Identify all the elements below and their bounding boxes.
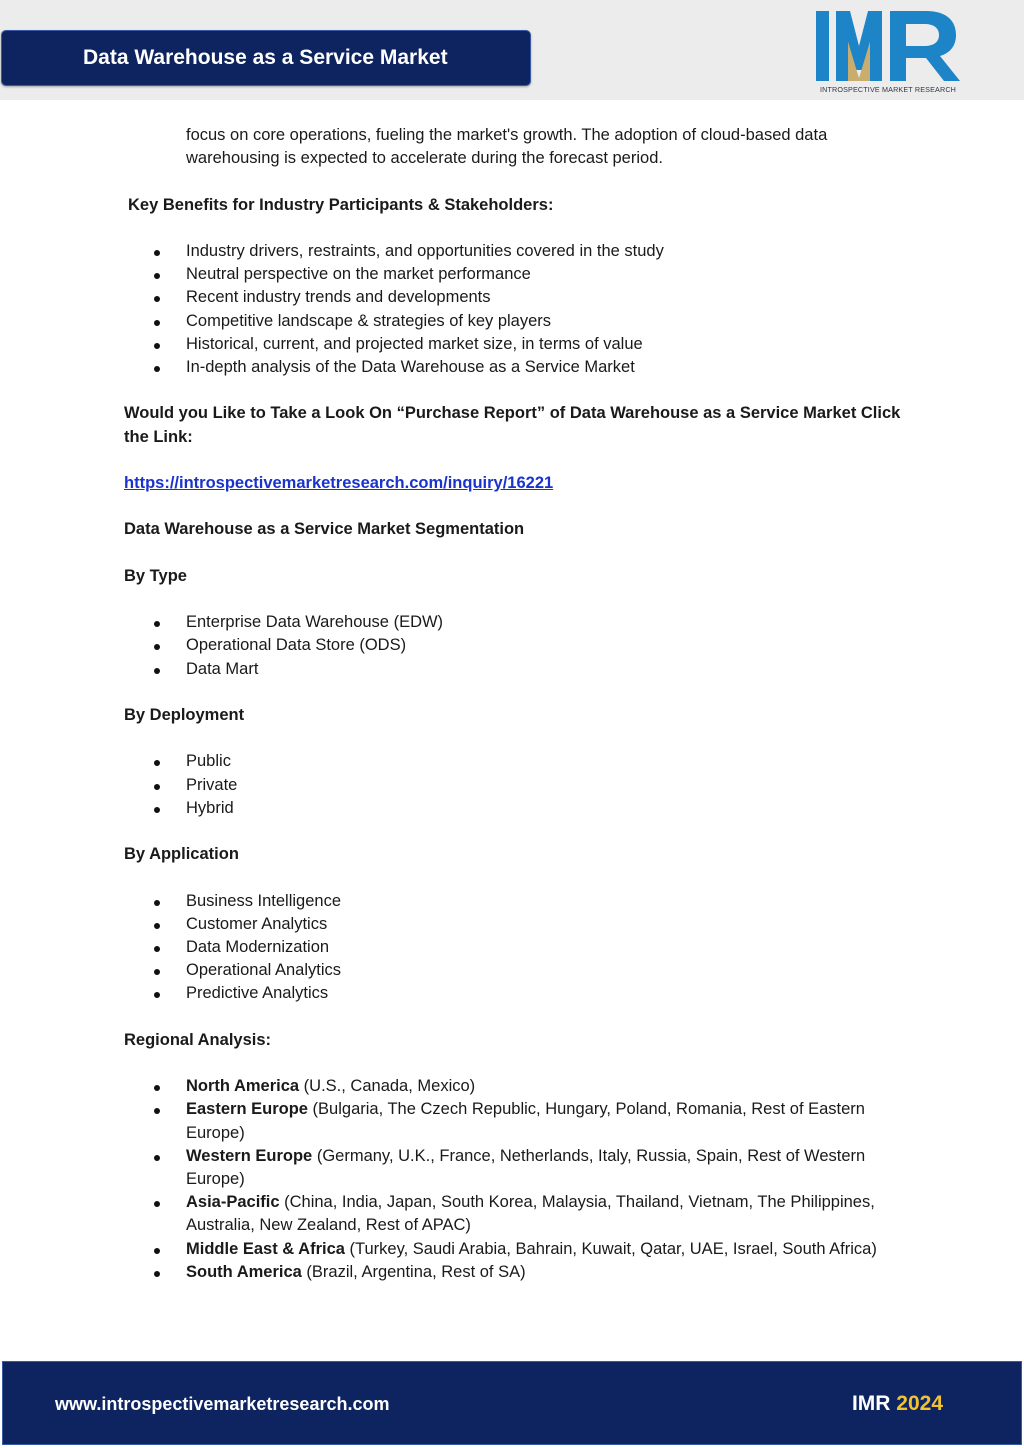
footer-bar [2, 1361, 1022, 1445]
list-item: Operational Data Store (ODS) [124, 634, 924, 657]
by-type-list [124, 611, 924, 681]
intro-paragraph: focus on core operations, fueling the market's growth. The adoption of cloud-based data warehousing is expected to accelerate during the forecast period. [186, 126, 828, 168]
regional-list [124, 1075, 924, 1284]
list-item: Industry drivers, restraints, and opportunities covered in the study [124, 240, 924, 263]
purchase-prompt: Would you Like to Take a Look On “Purchase Report” of Data Warehouse as a Service Market Click the Link: [124, 404, 901, 446]
list-item: Operational Analytics [124, 959, 924, 982]
list-item: Private [124, 774, 924, 797]
footer-website[interactable]: www.introspectivemarketresearch.com [55, 1394, 390, 1414]
list-item: Middle East & Africa (Turkey, Saudi Arabia, Bahrain, Kuwait, Qatar, UAE, Israel, South Africa) [124, 1238, 924, 1261]
logo-tagline: INTROSPECTIVE MARKET RESEARCH [819, 85, 956, 94]
footer-brand-name: IMR [851, 1392, 891, 1415]
key-benefits-heading: Key Benefits for Industry Participants & Stakeholders: [128, 195, 554, 214]
by-type-heading: By Type [124, 566, 187, 585]
by-application-list [124, 890, 924, 1006]
list-item: Eastern Europe (Bulgaria, The Czech Republic, Hungary, Poland, Romania, Rest of Eastern Europe) [124, 1098, 924, 1144]
document-title: Data Warehouse as a Service Market [83, 46, 448, 69]
list-item: Western Europe (Germany, U.K., France, Netherlands, Italy, Russia, Spain, Rest of Western Europe) [124, 1145, 924, 1191]
by-deployment-list [124, 750, 924, 820]
list-item: Predictive Analytics [124, 982, 924, 1005]
list-item: Data Modernization [124, 936, 924, 959]
list-item: North America (U.S., Canada, Mexico) [124, 1075, 924, 1098]
list-item: South America (Brazil, Argentina, Rest of SA) [124, 1261, 924, 1284]
list-item: Neutral perspective on the market performance [124, 263, 924, 286]
footer-brand [852, 1392, 943, 1416]
imr-logo-mark [814, 8, 962, 84]
list-item: Customer Analytics [124, 913, 924, 936]
list-item: Hybrid [124, 797, 924, 820]
list-item: In-depth analysis of the Data Warehouse as a Service Market [124, 356, 924, 379]
segmentation-heading: Data Warehouse as a Service Market Segmentation [124, 520, 525, 539]
list-item: Historical, current, and projected market size, in terms of value [124, 333, 924, 356]
list-item: Data Mart [124, 658, 924, 681]
list-item: Recent industry trends and developments [124, 286, 924, 309]
footer-year: 2024 [896, 1392, 943, 1415]
document-body [124, 124, 924, 1284]
list-item: Asia-Pacific (China, India, Japan, South Korea, Malaysia, Thailand, Vietnam, The Philippines, Australia, New Zealand, Rest of APAC) [124, 1191, 924, 1237]
imr-logo [814, 8, 962, 96]
key-benefits-list [124, 240, 924, 379]
list-item: Business Intelligence [124, 890, 924, 913]
regional-analysis-heading: Regional Analysis: [124, 1030, 272, 1049]
by-application-heading: By Application [124, 845, 239, 864]
list-item: Public [124, 750, 924, 773]
document-title-banner [1, 30, 531, 86]
inquiry-link[interactable]: https://introspectivemarketresearch.com/inquiry/16221 [124, 473, 554, 492]
by-deployment-heading: By Deployment [124, 705, 245, 724]
list-item: Enterprise Data Warehouse (EDW) [124, 611, 924, 634]
list-item: Competitive landscape & strategies of key players [124, 310, 924, 333]
